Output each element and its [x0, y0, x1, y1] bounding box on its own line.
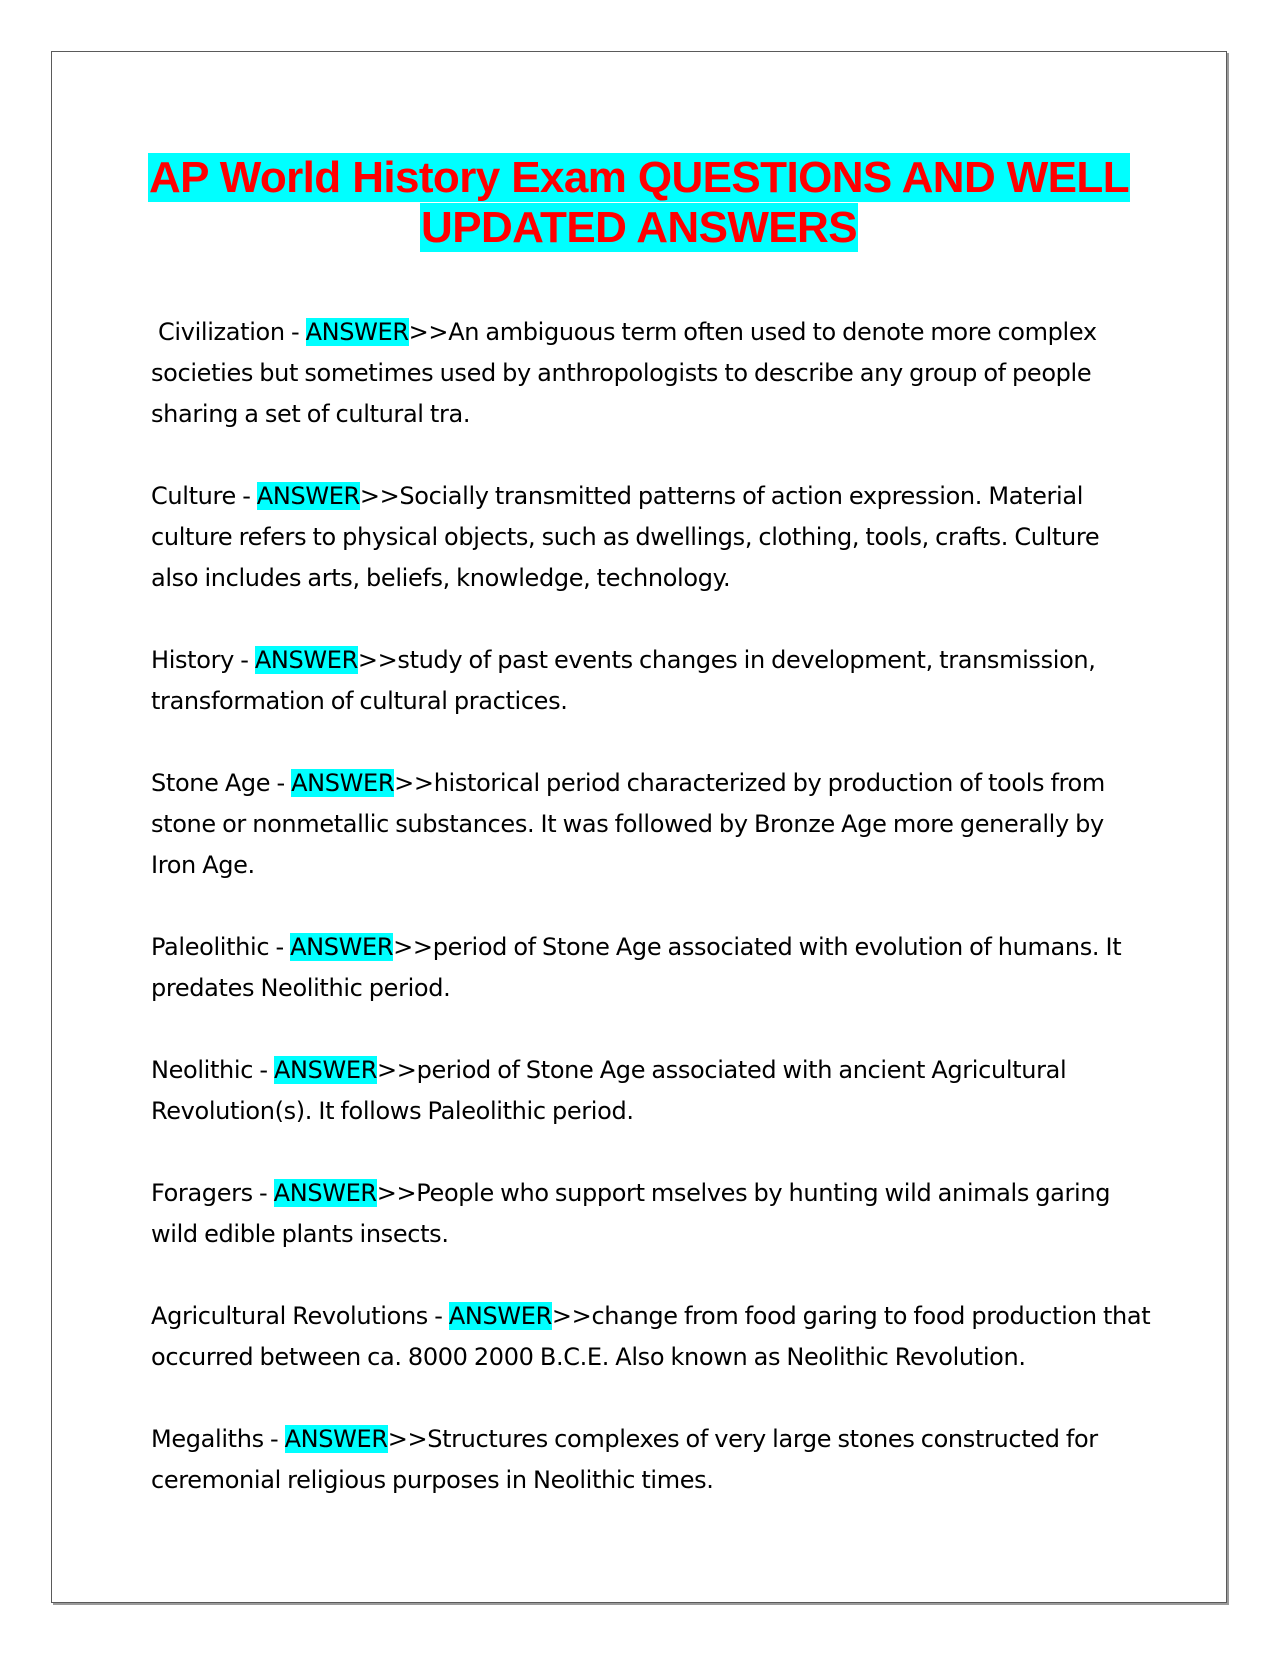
entry-definition: historical period characterized by production of tools from stone or nonmetallic substances. It was followed by Bronze Age more generally by Iron Age. [151, 769, 1105, 879]
answer-label: ANSWER [273, 1056, 378, 1084]
qa-entry: Civilization - ANSWER>>An ambiguous term often used to denote more complex societies but sometimes used by anthropologists to describe any group of people sharing a set of cultural tra. [151, 318, 1097, 428]
title-line-1: AP World History Exam QUESTIONS AND WELL [149, 153, 1129, 202]
entry-definition: People who support mselves by hunting wild animals garing wild edible plants insects. [151, 1179, 1111, 1248]
title-line-2: UPDATED ANSWERS [421, 203, 857, 252]
document-title [52, 153, 1226, 253]
entry-term: Agricultural Revolutions [151, 1302, 428, 1330]
answer-label: ANSWER [448, 1302, 552, 1330]
entry-definition: period of Stone Age associated with evolution of humans. It predates Neolithic period. [151, 933, 1122, 1002]
entry-definition: period of Stone Age associated with ancient Agricultural Revolution(s). It follows Paleolithic period. [151, 1056, 1067, 1125]
entry-definition: Structures complexes of very large stones constructed for ceremonial religious purposes in Neolithic times. [151, 1425, 1098, 1494]
qa-list [151, 312, 1151, 1542]
qa-entry: Neolithic - ANSWER>>period of Stone Age associated with ancient Agricultural Revolution(s). It follows Paleolithic period. [151, 1056, 1067, 1125]
qa-entry: Stone Age - ANSWER>>historical period characterized by production of tools from stone or nonmetallic substances. It was followed by Bronze Age more generally by Iron Age. [151, 769, 1105, 879]
entry-term: Stone Age [151, 769, 271, 797]
qa-entry: Megaliths - ANSWER>>Structures complexes of very large stones constructed for ceremonial religious purposes in Neolithic times. [151, 1425, 1098, 1494]
entry-definition: Socially transmitted patterns of action expression. Material culture refers to physical objects, such as dwellings, clothing, tools, crafts. Culture also includes arts, beliefs, knowledge, technology. [151, 482, 1100, 592]
answer-label: ANSWER [256, 482, 360, 510]
answer-label: ANSWER [254, 646, 358, 674]
qa-entry: Foragers - ANSWER>>People who support mselves by hunting wild animals garing wild edible plants insects. [151, 1179, 1111, 1248]
qa-entry: Paleolithic - ANSWER>>period of Stone Age associated with evolution of humans. It predates Neolithic period. [151, 933, 1122, 1002]
answer-label: ANSWER [284, 1425, 388, 1453]
answer-label: ANSWER [290, 933, 394, 961]
qa-entry: History - ANSWER>>study of past events changes in development, transmission, transformation of cultural practices. [151, 646, 1096, 715]
qa-entry: Agricultural Revolutions - ANSWER>>change from food garing to food production that occurred between ca. 8000 2000 B.C.E. Also known as Neolithic Revolution. [151, 1302, 1151, 1371]
entry-term: Neolithic [151, 1056, 254, 1084]
answer-label: ANSWER [291, 769, 395, 797]
entry-term: History [151, 646, 234, 674]
qa-entry: Culture - ANSWER>>Socially transmitted patterns of action expression. Material culture refers to physical objects, such as dwellings, clothing, tools, crafts. Culture also includes arts, beliefs, knowledge, technology. [151, 482, 1100, 592]
answer-label: ANSWER [273, 1179, 377, 1207]
entry-definition: change from food garing to food production that occurred between ca. 8000 2000 B.C.E. Also known as Neolithic Revolution. [151, 1302, 1151, 1371]
entry-term: Culture [151, 482, 236, 510]
entry-term: Paleolithic [151, 933, 270, 961]
answer-label: ANSWER [305, 318, 409, 346]
entry-term: Foragers [151, 1179, 253, 1207]
document-page [51, 51, 1227, 1603]
entry-definition: An ambiguous term often used to denote more complex societies but sometimes used by anthropologists to describe any group of people sharing a set of cultural tra. [151, 318, 1097, 428]
entry-definition: study of past events changes in development, transmission, transformation of cultural practices. [151, 646, 1096, 715]
entry-term: Megaliths [151, 1425, 264, 1453]
entry-term: Civilization [158, 318, 285, 346]
